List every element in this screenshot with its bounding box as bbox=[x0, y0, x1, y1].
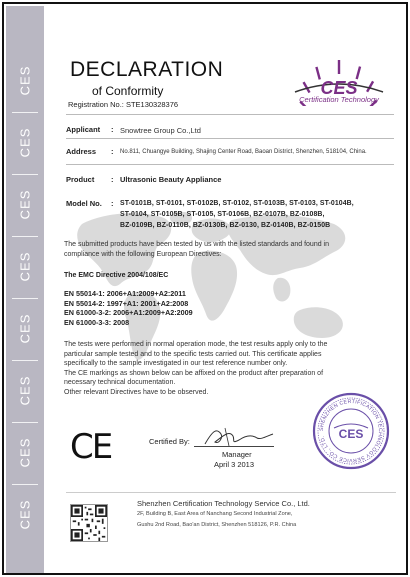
intro-line: compliance with the following European Directives: bbox=[64, 250, 222, 258]
colon: : bbox=[111, 125, 114, 134]
certificate-page bbox=[2, 2, 408, 575]
notes-paragraph bbox=[64, 340, 394, 397]
standards-list bbox=[64, 289, 193, 327]
strip-label: CES bbox=[17, 65, 33, 95]
directive-title: The EMC Directive 2004/108/EC bbox=[64, 272, 169, 279]
colon: : bbox=[111, 199, 114, 208]
strip-divider bbox=[12, 112, 38, 113]
notes-line: particular sample tested and to the specific tests carried out. This certificate applies bbox=[64, 350, 322, 358]
logo-letters: CES bbox=[320, 78, 358, 98]
logo-tagline: Certification Technology bbox=[299, 95, 379, 104]
seal-center-text: CES bbox=[338, 427, 364, 441]
strip-divider bbox=[12, 484, 38, 485]
ce-mark: CE bbox=[70, 427, 112, 467]
applicant-label: Applicant bbox=[66, 125, 101, 134]
model-line: ST-0104, ST-0105B, ST-0105, ST-0106B, BZ-0107B, BZ-0108B, bbox=[120, 211, 325, 218]
strip-label: CES bbox=[17, 127, 33, 157]
product-label: Product bbox=[66, 175, 95, 184]
strip-divider bbox=[12, 360, 38, 361]
strip-label: CES bbox=[17, 313, 33, 343]
svg-text:SHENZHEN CERTIFICATION TECHNOL: SHENZHEN CERTIFICATION TECHNOLOGY SERVICE CO., LTD. bbox=[318, 398, 384, 464]
strip-divider bbox=[12, 422, 38, 423]
applicant-value: Snowtree Group Co.,Ltd bbox=[120, 126, 201, 135]
standard-item: EN 61000-3-2: 2006+A1:2009+A2:2009 bbox=[64, 308, 193, 317]
notes-line: specifically to the sample investigated in our test reference number only. bbox=[64, 360, 288, 367]
issue-date: April 3 2013 bbox=[214, 460, 255, 469]
strip-divider bbox=[12, 298, 38, 299]
intro-line: The submitted products have been tested by us with the listed standards and found in bbox=[64, 241, 329, 248]
model-line: ST-0101B, ST-0101, ST-0102B, ST-0102, ST-0103B, ST-0103, ST-0104B, bbox=[120, 200, 354, 207]
official-seal bbox=[312, 392, 390, 470]
strip-label: CES bbox=[17, 499, 33, 529]
standard-item: EN 55014-2: 1997+A1: 2001+A2:2008 bbox=[64, 298, 189, 308]
qr-code bbox=[70, 504, 108, 542]
product-value: Ultrasonic Beauty Appliance bbox=[120, 175, 222, 184]
side-strip bbox=[6, 6, 44, 575]
document-subtitle: of Conformity bbox=[92, 84, 164, 98]
colon: : bbox=[111, 175, 114, 184]
divider bbox=[66, 138, 394, 139]
address-value: No.811, Chuangye Building, Shajing Center Road, Baoan District, Shenzhen, 518104, China. bbox=[120, 149, 367, 155]
divider bbox=[66, 114, 394, 115]
notes-line: necessary technical documentation. bbox=[64, 379, 176, 386]
strip-label: CES bbox=[17, 375, 33, 405]
strip-divider bbox=[12, 236, 38, 237]
notes-line: The CE markings as shown below can be affixed on the product after preparation of bbox=[64, 369, 324, 377]
divider bbox=[66, 492, 396, 493]
signer-role: Manager bbox=[222, 450, 252, 459]
model-line: BZ-0109B, BZ-0110B, BZ-0130B, BZ-0130, BZ-0140B, BZ-0150B bbox=[120, 222, 331, 229]
issuer-company: Shenzhen Certification Technology Service Co., Ltd. bbox=[137, 499, 310, 508]
colon: : bbox=[111, 147, 114, 156]
signature-line bbox=[194, 446, 274, 447]
divider bbox=[66, 164, 394, 165]
model-list bbox=[120, 198, 392, 231]
notes-line: The tests were performed in normal operation mode, the test results apply only to the bbox=[64, 341, 328, 348]
document-title: DECLARATION bbox=[70, 58, 224, 81]
intro-paragraph bbox=[64, 240, 394, 259]
standard-item: EN 61000-3-3: 2008 bbox=[64, 317, 130, 327]
address-label: Address bbox=[66, 147, 97, 156]
model-label: Model No. bbox=[66, 199, 102, 208]
notes-line: Other relevant Directives have to be observed. bbox=[64, 388, 209, 396]
certified-by-label: Certified By: bbox=[149, 437, 190, 446]
issuer-address-line: 2F, Building B, East Area of Nanchang Second Industrial Zone, bbox=[137, 511, 293, 517]
strip-label: CES bbox=[17, 251, 33, 281]
issuer-address-line: Gushu 2nd Road, Bao'an District, Shenzhen 518126, P.R. China bbox=[137, 522, 297, 528]
strip-label: CES bbox=[17, 189, 33, 219]
strip-label: CES bbox=[17, 437, 33, 467]
strip-divider bbox=[12, 174, 38, 175]
standard-item: EN 55014-1: 2006+A1:2009+A2:2011 bbox=[64, 289, 186, 298]
registration-number: Registration No.: STE130328376 bbox=[68, 100, 179, 109]
